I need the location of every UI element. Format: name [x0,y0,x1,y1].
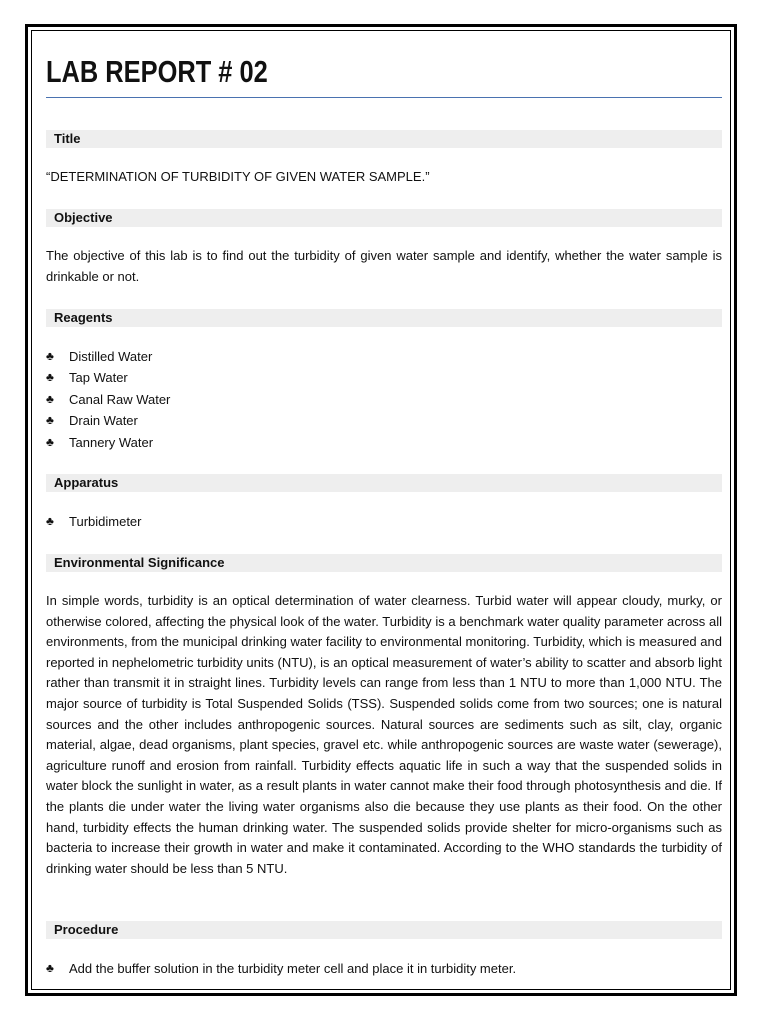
club-bullet-icon: ♣ [46,413,54,428]
club-bullet-icon: ♣ [46,370,54,385]
club-bullet-icon: ♣ [46,961,54,975]
apparatus-list [46,511,722,532]
reagents-list [46,346,722,453]
section-heading-objective: Objective [46,209,722,227]
club-bullet-icon: ♣ [46,514,54,528]
list-item-label: Turbidimeter [69,514,142,529]
club-bullet-icon: ♣ [46,391,54,406]
section-heading-title: Title [46,130,722,148]
list-item-label: Tap Water [69,370,128,386]
club-bullet-icon: ♣ [46,349,54,363]
list-item [46,432,722,453]
list-item [46,511,722,532]
section-heading-apparatus: Apparatus [46,474,722,492]
list-item [46,410,722,431]
environmental-significance-text: In simple words, turbidity is an optical determination of water clearness. Turbid water will appear cloudy, murky, or otherwise colored, affecting the physical look of the water. Turbidity is a benchmark water quality parameter across all environments, from the municipal drinking water facility to environmental monitoring. Turbidity, which is measured and reported in nephelometric turbidity units (NTU), is an optical measurement of water’s ability to scatter and absorb light rather than transmit it in straight lines. Turbidity levels can range from less than 1 NTU to more than 1,000 NTU. The major source of turbidity is Total Suspended Solids (TSS). Suspended solids come from two sources; one is natural sources and the other includes anthropogenic sources. Natural sources are sediments such as silt, clay, organic material, algae, dead organisms, plant species, gravel etc. while anthropogenic sources are waste water (sewerage), agriculture runoff and erosion from rainfall. Turbidity effects aquatic life in such a way that the suspended solids in water block the sunlight in water, as a result plants in water cannot make their food through photosynthesis and die. If the plants die under water the living water organisms also die because they use plants as their food. On the other hand, turbidity effects the human drinking water. The suspended solids provide shelter for micro-organisms such as bacteria to increase their growth in water and make it contaminated. According to the WHO standards the turbidity of drinking water should be less than 5 NTU. [46,593,722,876]
section-heading-environmental-significance: Environmental Significance [46,554,722,572]
list-item [46,958,722,979]
list-item-label: Canal Raw Water [69,391,171,407]
list-item [46,367,722,388]
list-item-label: Distilled Water [69,349,153,364]
section-heading-reagents: Reagents [46,309,722,327]
list-item-label: Add the buffer solution in the turbidity meter cell and place it in turbidity meter. [69,961,517,976]
list-item [46,346,722,367]
section-heading-procedure: Procedure [46,921,722,939]
objective-text: The objective of this lab is to find out the turbidity of given water sample and identify, whether the water sample is drinkable or not. [46,248,722,284]
procedure-list [46,958,722,979]
list-item-label: Drain Water [69,413,138,429]
report-title: LAB REPORT # 02 [46,54,268,89]
list-item [46,389,722,410]
club-bullet-icon: ♣ [46,434,54,449]
title-underline [46,97,722,98]
list-item-label: Tannery Water [69,434,154,450]
title-text: “DETERMINATION OF TURBIDITY OF GIVEN WATER SAMPLE.” [46,169,430,184]
